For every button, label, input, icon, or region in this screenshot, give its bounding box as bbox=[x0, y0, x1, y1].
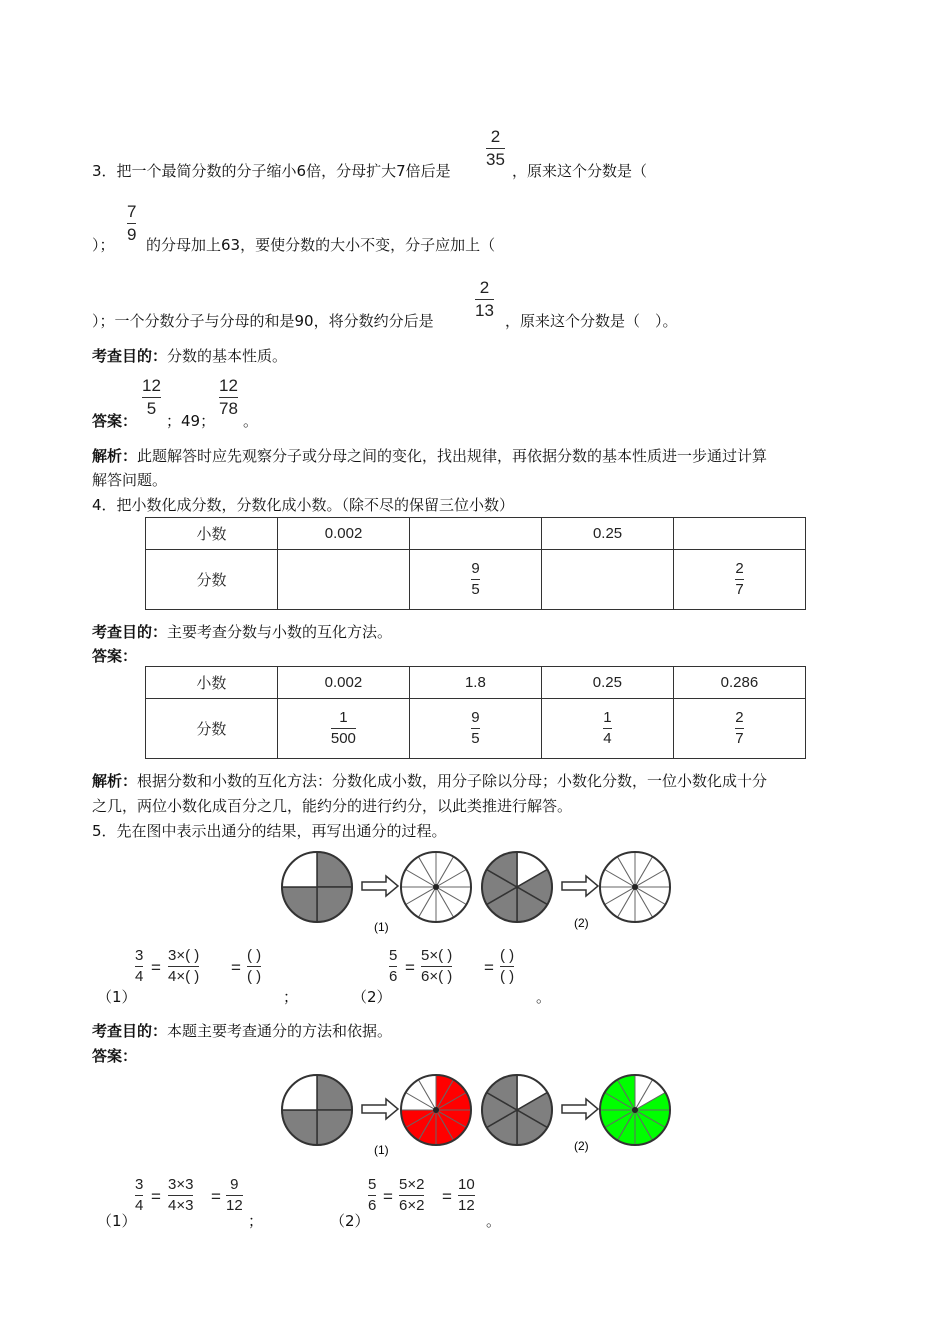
denominator: 4×3 bbox=[168, 1197, 194, 1214]
table-row-fraction bbox=[146, 699, 806, 759]
q3-line3-end: ，原来这个分数是（ ）。 bbox=[505, 312, 678, 330]
numerator: 10 bbox=[458, 1176, 475, 1193]
fraction-2-13 bbox=[475, 278, 494, 321]
denominator: 4 bbox=[135, 968, 144, 985]
denominator: 4 bbox=[603, 730, 612, 747]
numerator: 5 bbox=[389, 947, 398, 964]
table-cell: 0.25 bbox=[541, 667, 673, 699]
numerator: 1 bbox=[603, 709, 612, 726]
denominator: 12 bbox=[458, 1197, 475, 1214]
numerator: 2 bbox=[735, 560, 744, 577]
q4-answer-label: 答案： bbox=[92, 647, 138, 665]
numerator: 5×2 bbox=[399, 1176, 425, 1193]
arrow-icon bbox=[362, 876, 398, 896]
numerator: 12 bbox=[219, 376, 238, 395]
circle-sixths bbox=[482, 852, 552, 922]
eq1-label: （1） bbox=[97, 988, 137, 1006]
row-label: 小数 bbox=[146, 518, 278, 550]
q4-analysis-line2: 之几，两位小数化成百分之几，能约分的进行约分，以此类推进行解答。 bbox=[92, 797, 573, 815]
numerator: 5×( ) bbox=[421, 947, 453, 964]
equals-sign: = bbox=[231, 958, 241, 977]
eq1-end: ； bbox=[283, 988, 299, 1006]
denominator: 4×( ) bbox=[168, 968, 200, 985]
denominator: 35 bbox=[486, 150, 505, 169]
q3-line1-end: ，原来这个分数是（ bbox=[512, 162, 648, 180]
q4-question-table bbox=[145, 517, 806, 610]
circle-twelfths-empty bbox=[401, 852, 471, 922]
denominator: 6 bbox=[389, 968, 398, 985]
center-dot bbox=[433, 884, 439, 890]
denominator: 5 bbox=[471, 730, 480, 747]
fraction-1-4 bbox=[603, 709, 611, 748]
ans1-frac-b bbox=[168, 1176, 193, 1215]
q3-answer-end: 。 bbox=[243, 412, 259, 430]
ans2-label: （2） bbox=[330, 1212, 370, 1230]
fraction-9-5 bbox=[471, 709, 479, 748]
q5-title: 5．先在图中表示出通分的结果，再写出通分的过程。 bbox=[92, 822, 447, 840]
purpose-label: 考查目的： bbox=[92, 623, 168, 641]
analysis-text: 根据分数和小数的互化方法：分数化成小数，用分子除以分母；小数化分数，一位小数化成十分 bbox=[137, 772, 768, 790]
numerator: 1 bbox=[339, 709, 348, 726]
numerator: 3 bbox=[135, 947, 144, 964]
q3-line1-text: 3．把一个最简分数的分子缩小6倍，分母扩大7倍后是 bbox=[92, 162, 451, 180]
q5-answer-label: 答案： bbox=[92, 1047, 138, 1065]
fraction-circles-answer-figure bbox=[278, 1068, 678, 1158]
purpose-text: 本题主要考查通分的方法和依据。 bbox=[167, 1022, 393, 1040]
numerator: 3×3 bbox=[168, 1176, 194, 1193]
ans1-frac-c bbox=[226, 1176, 243, 1215]
numerator: ( ) bbox=[500, 947, 515, 964]
eq1-frac-a bbox=[135, 947, 143, 986]
circle-quarters bbox=[282, 1075, 352, 1145]
figure-label-2: (2) bbox=[574, 1139, 589, 1153]
equals-sign: = bbox=[151, 1187, 161, 1206]
numerator: 9 bbox=[471, 709, 480, 726]
denominator: 4 bbox=[135, 1197, 144, 1214]
denominator: 6×( ) bbox=[421, 968, 453, 985]
numerator: 9 bbox=[471, 560, 480, 577]
purpose-label: 考查目的： bbox=[92, 347, 168, 365]
q3-analysis-line1 bbox=[92, 445, 767, 466]
ans2-frac-c bbox=[458, 1176, 475, 1215]
denominator: 7 bbox=[735, 581, 744, 598]
answer-fraction-12-5 bbox=[142, 376, 161, 419]
figure-label-2: (2) bbox=[574, 916, 589, 930]
fraction-2-35 bbox=[486, 127, 505, 170]
q3-analysis-line2: 解答问题。 bbox=[92, 471, 168, 489]
row-label: 分数 bbox=[146, 550, 278, 610]
equals-sign: = bbox=[211, 1187, 221, 1206]
numerator: 2 bbox=[479, 278, 490, 297]
denominator: 13 bbox=[475, 301, 494, 320]
table-cell bbox=[542, 550, 674, 610]
q4-purpose bbox=[92, 621, 392, 642]
equals-sign: = bbox=[405, 958, 415, 977]
ans1-frac-a bbox=[135, 1176, 143, 1215]
analysis-label: 解析： bbox=[92, 447, 138, 465]
fraction-2-7 bbox=[735, 560, 743, 599]
figure-label-1: (1) bbox=[374, 1143, 389, 1157]
table-cell bbox=[674, 550, 806, 610]
ans2-frac-b bbox=[399, 1176, 424, 1215]
q3-line2-start: ）； bbox=[92, 236, 115, 254]
numerator: 12 bbox=[142, 376, 161, 395]
denominator: 6 bbox=[368, 1197, 377, 1214]
equals-sign: = bbox=[383, 1187, 393, 1206]
analysis-text: 此题解答时应先观察分子或分母之间的变化，找出规律，再依据分数的基本性质进一步通过计算 bbox=[137, 447, 768, 465]
circle-quarters bbox=[282, 852, 352, 922]
purpose-label: 考查目的： bbox=[92, 1022, 168, 1040]
circle-twelfths-green bbox=[600, 1075, 670, 1145]
denominator: 78 bbox=[219, 399, 238, 418]
fraction-7-9 bbox=[127, 202, 136, 245]
eq2-frac-c bbox=[500, 947, 514, 986]
denominator: ( ) bbox=[247, 968, 262, 985]
eq2-label: （2） bbox=[352, 988, 392, 1006]
table-cell bbox=[674, 518, 806, 550]
center-dot bbox=[632, 884, 638, 890]
q3-line2-end: 的分母加上63，要使分数的大小不变，分子应加上（ bbox=[146, 236, 496, 254]
fraction-1-500 bbox=[331, 709, 356, 748]
table-row-decimal bbox=[146, 518, 806, 550]
numerator: 5 bbox=[368, 1176, 377, 1193]
fraction-9-5 bbox=[471, 560, 479, 599]
numerator: ( ) bbox=[247, 947, 262, 964]
table-cell: 0.002 bbox=[277, 667, 409, 699]
table-cell bbox=[673, 699, 805, 759]
eq2-frac-b bbox=[421, 947, 452, 986]
denominator: 5 bbox=[471, 581, 480, 598]
numerator: 2 bbox=[735, 709, 744, 726]
denominator: 5 bbox=[146, 399, 157, 418]
circle-twelfths-red bbox=[401, 1075, 471, 1145]
denominator: 7 bbox=[735, 730, 744, 747]
q4-title: 4．把小数化成分数，分数化成小数。（除不尽的保留三位小数） bbox=[92, 496, 515, 514]
table-cell bbox=[277, 550, 409, 610]
purpose-text: 主要考查分数与小数的互化方法。 bbox=[167, 623, 393, 641]
q5-purpose bbox=[92, 1020, 392, 1041]
numerator: 3×( ) bbox=[168, 947, 200, 964]
figure-label-1: (1) bbox=[374, 920, 389, 934]
q3-answer-mid: ；49； bbox=[166, 412, 216, 430]
table-cell bbox=[277, 699, 409, 759]
center-dot bbox=[433, 1107, 439, 1113]
arrow-icon bbox=[562, 1099, 598, 1119]
analysis-label: 解析： bbox=[92, 772, 138, 790]
circle-sixths bbox=[482, 1075, 552, 1145]
table-row-decimal bbox=[146, 667, 806, 699]
numerator: 2 bbox=[490, 127, 501, 146]
arrow-icon bbox=[562, 876, 598, 896]
denominator: 500 bbox=[330, 730, 356, 747]
denominator: 12 bbox=[226, 1197, 243, 1214]
fraction-circles-figure bbox=[278, 845, 678, 935]
eq2-end: 。 bbox=[536, 988, 552, 1006]
numerator: 7 bbox=[127, 202, 137, 221]
q3-line1 bbox=[92, 160, 451, 181]
eq2-frac-a bbox=[389, 947, 397, 986]
table-cell bbox=[410, 518, 542, 550]
row-label: 分数 bbox=[146, 699, 278, 759]
circle-twelfths-empty bbox=[600, 852, 670, 922]
numerator: 9 bbox=[230, 1176, 239, 1193]
table-cell bbox=[410, 550, 542, 610]
table-row-fraction bbox=[146, 550, 806, 610]
center-dot bbox=[632, 1107, 638, 1113]
denominator: 9 bbox=[127, 225, 137, 244]
ans1-label: （1） bbox=[97, 1212, 137, 1230]
denominator: ( ) bbox=[500, 968, 515, 985]
q3-purpose bbox=[92, 345, 287, 366]
q3-answer-label: 答案： bbox=[92, 412, 138, 430]
table-cell: 0.286 bbox=[673, 667, 805, 699]
table-cell: 0.002 bbox=[277, 518, 409, 550]
fraction-2-7 bbox=[735, 709, 743, 748]
numerator: 3 bbox=[135, 1176, 144, 1193]
ans1-end: ； bbox=[248, 1212, 264, 1230]
q4-answer-table bbox=[145, 666, 806, 759]
denominator: 6×2 bbox=[399, 1197, 425, 1214]
ans2-frac-a bbox=[368, 1176, 376, 1215]
equals-sign: = bbox=[442, 1187, 452, 1206]
row-label: 小数 bbox=[146, 667, 278, 699]
purpose-text: 分数的基本性质。 bbox=[167, 347, 288, 365]
table-cell bbox=[409, 699, 541, 759]
table-cell bbox=[541, 699, 673, 759]
q4-analysis-line1 bbox=[92, 770, 767, 791]
equals-sign: = bbox=[484, 958, 494, 977]
ans2-end: 。 bbox=[486, 1212, 502, 1230]
table-cell: 0.25 bbox=[542, 518, 674, 550]
q3-line3-start: ）；一个分数分子与分母的和是90，将分数约分后是 bbox=[92, 312, 434, 330]
equals-sign: = bbox=[151, 958, 161, 977]
arrow-icon bbox=[362, 1099, 398, 1119]
eq1-frac-c bbox=[247, 947, 261, 986]
table-cell: 1.8 bbox=[409, 667, 541, 699]
eq1-frac-b bbox=[168, 947, 199, 986]
answer-fraction-12-78 bbox=[219, 376, 238, 419]
